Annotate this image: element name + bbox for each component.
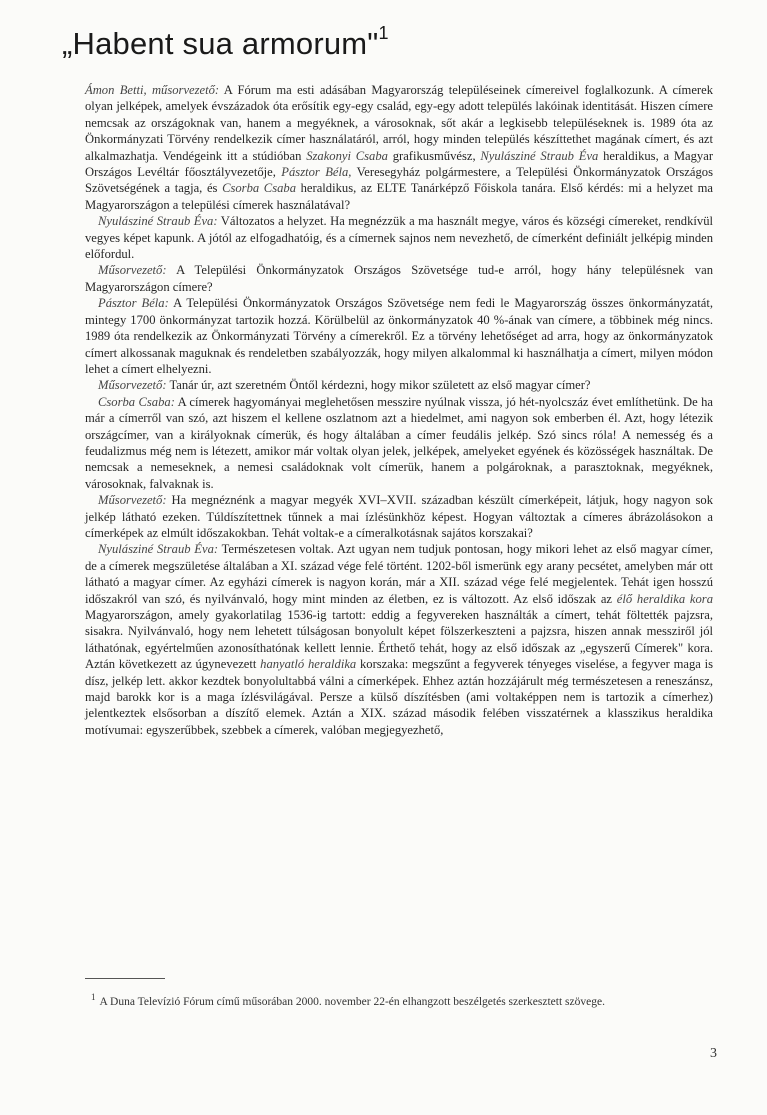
paragraph-text: Veresegyház polgármestere, a Települési Önkormányzatok Országos Szövetségének a tagja, és (85, 165, 713, 196)
speaker-or-emphasis: Ámon Betti, műsorvezető: (85, 83, 220, 97)
speaker-or-emphasis: Nyulásziné Straub Éva (480, 148, 599, 163)
paragraph (85, 394, 713, 492)
paragraph-text: A Települési Önkormányzatok Országos Szövetsége nem fedi le Magyarország összes önkormányzatát, mintegy 1700 önkormányzat tartozik hozzá. Körülbelül az önkormányzatok 40 %-ának van címere, a többinek még nincs. 1989 óta rendelkezik az Önkormányzati Törvény a címerekről. Ez a törvény lehetőséget ad arra, hogy az önkormányzatok címert alkossanak maguknak és rendeletben szabályozzák, hogy milyen alkalommal ki használhatja a címert, milyen módon lehet a címert elhelyezni. (85, 296, 713, 376)
paragraph-text: Tanár úr, azt szeretném Öntől kérdezni, hogy mikor született az első magyar címer? (166, 378, 591, 393)
speaker-or-emphasis: élő heraldika kora (616, 591, 713, 606)
paragraph-text: Magyarországon, amely gyakorlatilag 1536-ig tartott: eddig a fegyvereken használták a címert, tehát föltették pajzsra, sisakra. Nyilvánvaló, hogy nem lehetett túlságosan bonyolult képet fölszerkeszteni a pajzsra, hiszen annak messziről jól láthatónak, egyértelműen azonosíthatónak kellett lennie. Érthető tehát, hogy az első időszak az „egyszerű Címerek" kora. Aztán következett az úgynevezett (85, 608, 713, 672)
paragraph (85, 82, 713, 213)
speaker-or-emphasis: Pásztor Béla, (281, 165, 352, 180)
paragraph-text: heraldikus, az ELTE Tanárképző Főiskola tanára. Első kérdés: mi a helyzet ma Magyarországon a települési címerek használatával? (85, 181, 713, 212)
paragraph-text: A Fórum ma esti adásában Magyarország településeinek címereivel foglalkozunk. A címerek olyan jelképek, amelyek évszázadok óta erősítik egy-egy család, egy-egy adott település lakóinak identitását. Hiszen címere nemcsak az országoknak van, hanem a megyéknek, a városoknak, sőt akár a legkisebb településeknek is. 1989 óta az Önkormányzati Törvény rendelkezik címer használatáról, arról, hogy minden település készíttethet magának címert, és azt alkalmazhatja. Vendégeink itt a stúdióban (85, 83, 714, 163)
title-footnote-marker: 1 (378, 22, 389, 43)
footnote-rule (85, 978, 165, 979)
speaker-or-emphasis: Szakonyi Csaba (306, 148, 388, 163)
paragraph (85, 213, 713, 262)
page-number: 3 (710, 1046, 717, 1061)
speaker-or-emphasis: Műsorvezető: (98, 263, 167, 278)
paragraph-text: A címerek hagyományai meglehetősen messzire nyúlnak vissza, jó hét-nyolcszáz évet említhetünk. De ha már a címerről van szó, azt hiszem el kellene oszlatnom azt a hiedelmet, ami nagyon sok emberben él. Azt, hogy létezik országcímer, van a királyoknak címerük, és hogy általában a címer feudális jelkép. Szó sincs róla! A nemesség és a feudalizmus még nem is létezett, amikor már voltak olyan jelek, jelképek, amelyeket egyének és közösségek használtak. De nemcsak a nemeseknek, a nemesi családoknak volt címerük, hanem a polgároknak, a parasztoknak, megyéknek, városoknak, falvaknak is. (85, 394, 713, 491)
paragraph-text: korszaka: megszűnt a fegyverek tényeges viselése, a fegyver maga is dísz, jelkép lett. akkor kezdtek bonyolultabbá válni a címerképek. Ehhez aztán hozzájárult még természetesen a reneszánsz, majd barokk kor is a maga ízlésvilágával. Persze a külső díszítésben (ami voltaképpen nem is tartozik a címerhez) jelentkeztek elsősorban a díszítő elemek. Aztán a XIX. század második felében visszatérnek a klasszikus heraldika motívumai: egyszerűbbek, szebbek a címerek, valóban megjegyezhető, (85, 657, 713, 737)
speaker-or-emphasis: Műsorvezető: (98, 378, 167, 393)
paragraph (85, 377, 713, 393)
speaker-or-emphasis: Csorba Csaba: (98, 394, 175, 409)
paragraph-text: grafikusművész, (387, 148, 481, 163)
speaker-or-emphasis: Nyulásziné Straub Éva: (98, 542, 219, 557)
paragraph-text: Ha megnéznénk a magyar megyék XVI–XVII. században készült címerképeit, látjuk, hogy nagyon sok jelkép látható ezeken. Túldíszítettnek tűnnek a mai ízlésünkhöz képest. Hogyan változtak a címeres ábrázolásokon a címerképek az elmúlt időszakokban. Tehát voltak-e a címeralkotásnak sajátos korszakai? (85, 493, 713, 540)
footnote (85, 990, 710, 1010)
page-title (62, 22, 389, 62)
footnote-text: A Duna Televízió Fórum című műsorában 2000. november 22-én elhangzott beszélgetés szerkesztett szövege. (99, 995, 605, 1008)
paragraph (85, 492, 713, 541)
paragraph-text: Természetesen voltak. Azt ugyan nem tudjuk pontosan, hogy mikori lehet az első magyar címer, de a címerek megszületése általában a XI. század vége felé történt. 1202-ből ismerünk egy arany pecsétet, amelyben már ott látható a magyar címer. Az egyházi címerek is nagyon korán, már a XII. század vége felé megjelentek. Tehát igen hosszú időszakról van szó, és nyilvánvaló, hogy mint minden az életben, ez is változott. Az első időszak az (85, 542, 713, 606)
article-body (85, 82, 713, 738)
paragraph-text: Változatos a helyzet. Ha megnézzük a ma használt megye, város és községi címereket, rendkívül vegyes képet kapunk. A jótól az elfogadhatóig, és a címernek sajnos nem nevezhető, de címerként definiált jelképig minden előfordul. (85, 214, 713, 262)
paragraph-text: heraldikus, a Magyar Országos Levéltár főosztályvezetője, (85, 148, 714, 180)
speaker-or-emphasis: hanyatló heraldika (260, 657, 357, 672)
paragraph (85, 262, 713, 295)
paragraph (85, 541, 713, 738)
paragraph (85, 295, 713, 377)
footnote-number: 1 (91, 992, 96, 1002)
speaker-or-emphasis: Csorba Csaba (222, 181, 296, 196)
speaker-or-emphasis: Nyulásziné Straub Éva: (98, 214, 218, 229)
paragraph-text: A Települési Önkormányzatok Országos Szövetsége tud-e arról, hogy hány településnek van Magyarországon címere? (85, 263, 713, 294)
speaker-or-emphasis: Pásztor Béla: (98, 296, 169, 311)
title-text: „Habent sua armorum" (62, 26, 379, 61)
speaker-or-emphasis: Műsorvezető: (98, 493, 167, 508)
